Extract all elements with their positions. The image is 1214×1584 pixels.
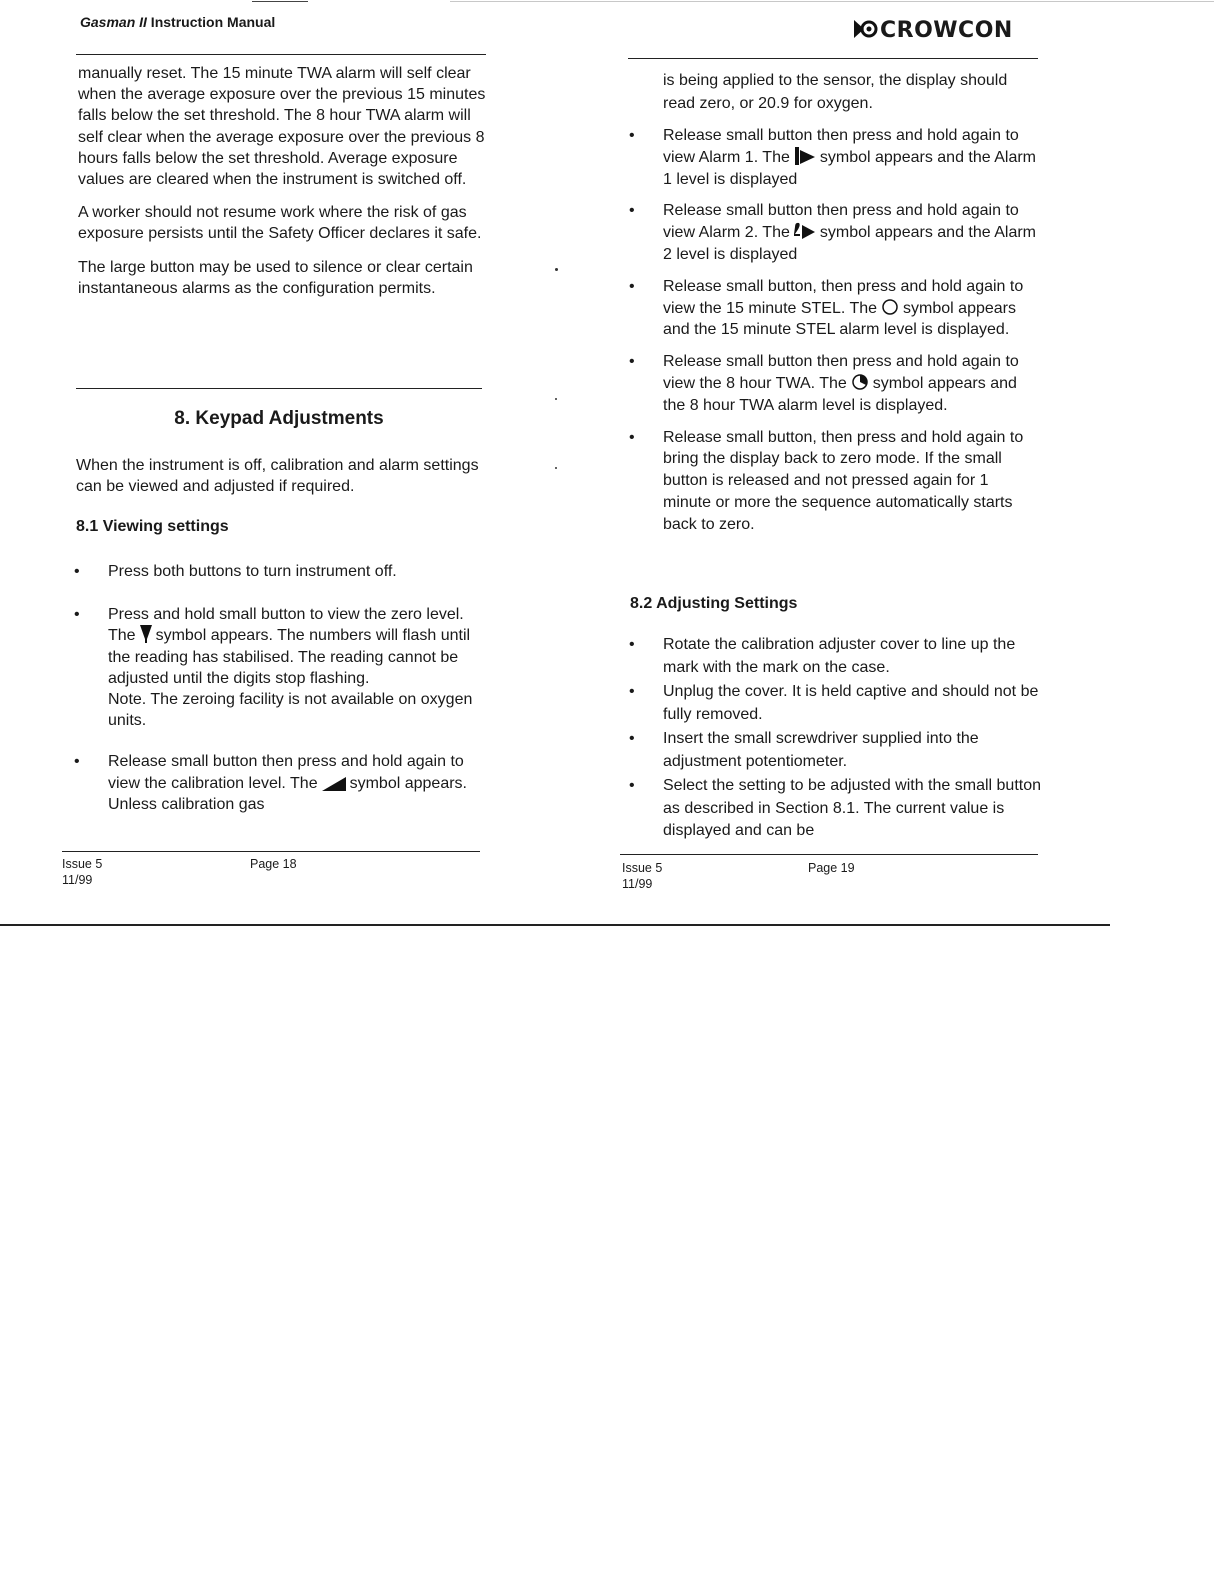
subsection-heading-viewing: 8.1 Viewing settings xyxy=(76,518,229,535)
scan-edge-top xyxy=(450,1,1214,2)
right-bullet-list xyxy=(629,125,1041,546)
footer-rule-right xyxy=(620,854,1038,855)
list-item xyxy=(629,427,1041,536)
footer-page-left: Page 18 xyxy=(250,857,297,871)
list-item xyxy=(629,125,1041,190)
bullet-dot: • xyxy=(629,730,635,747)
paragraph: A worker should not resume work where the risk of gas exposure persists until the Safety Officer declares it safe. xyxy=(78,204,482,243)
calibration-symbol-icon xyxy=(322,777,346,791)
list-item xyxy=(74,604,474,731)
list-item xyxy=(629,634,1041,679)
footer-issue-left xyxy=(62,856,102,888)
list-item xyxy=(629,276,1041,341)
list-item-text: Insert the small screwdriver supplied into the adjustment potentiometer. xyxy=(663,730,979,770)
left-bullet-list xyxy=(74,561,474,827)
sheet-bottom-edge xyxy=(0,924,1110,926)
bullet-dot: • xyxy=(74,753,80,771)
list-item-text: Release small button then press and hold again to view Alarm 2. The xyxy=(663,202,1019,242)
footer-issue-right xyxy=(622,860,662,892)
paragraph: The large button may be used to silence or clear certain instantaneous alarms as the configuration permits. xyxy=(78,258,473,297)
bullet-dot: • xyxy=(629,428,635,446)
footer-date: 11/99 xyxy=(62,873,93,887)
list-item xyxy=(629,775,1041,843)
list-item xyxy=(629,200,1041,265)
list-item-text: Release small button, then press and hold again to view the 15 minute STEL. The xyxy=(663,277,1024,317)
list-item-text: symbol appears and the 8 hour TWA alarm level is displayed. xyxy=(663,374,1017,414)
bullet-dot: • xyxy=(629,353,635,371)
list-item-text: symbol appears. The numbers will flash until the reading has stabilised. The reading cannot be adjusted until the digits stop flashing. xyxy=(108,627,471,687)
right-continuation: is being applied to the sensor, the display should read zero, or 20.9 for oxygen. xyxy=(663,72,1008,112)
bullet-dot: • xyxy=(629,636,635,653)
list-item-text: symbol appears and the 15 minute STEL alarm level is displayed. xyxy=(663,299,1016,339)
list-item-text: symbol appears and the Alarm 1 level is displayed xyxy=(663,148,1036,188)
list-item-text: symbol appears. Unless calibration gas xyxy=(108,774,467,813)
bullet-dot: • xyxy=(629,777,635,794)
list-item-text: Release small button then press and hold again to view the 8 hour TWA. The xyxy=(663,353,1019,392)
list-item-text: symbol appears and the Alarm 2 level is displayed xyxy=(663,224,1036,263)
section-heading: 8. Keypad Adjustments xyxy=(174,408,384,429)
footer-rule-left xyxy=(62,851,480,852)
left-top-text xyxy=(78,63,486,311)
scan-speck xyxy=(555,398,557,400)
brand-logo: CROWCON xyxy=(852,18,1013,43)
section-intro: When the instrument is off, calibration and alarm settings can be viewed and adjusted if required. xyxy=(76,457,479,496)
zero-symbol-icon xyxy=(140,625,152,643)
list-item-text: Release small button, then press and hold again to bring the display back to zero mode. If the small button is released and not pressed again for 1 minute or more the sequence automatically starts back to zero. xyxy=(663,428,1024,533)
footer-page-right: Page 19 xyxy=(808,861,855,875)
crowcon-logo-icon xyxy=(852,18,878,40)
list-item xyxy=(629,728,1041,773)
bullet-dot: • xyxy=(629,683,635,700)
header-rule-right xyxy=(628,58,1038,59)
list-item xyxy=(629,681,1041,726)
list-item-text: Press both buttons to turn instrument off. xyxy=(108,563,397,580)
list-item-text: Release small button then press and hold again to view the calibration level. The xyxy=(108,753,464,792)
footer-issue: Issue 5 xyxy=(62,857,103,871)
list-item xyxy=(629,351,1041,416)
manual-title: Gasman II Instruction Manual xyxy=(80,14,276,30)
section-rule xyxy=(76,388,482,389)
list-item-text: Rotate the calibration adjuster cover to line up the mark with the mark on the case. xyxy=(663,636,1016,676)
footer-date: 11/99 xyxy=(622,877,653,891)
scan-speck xyxy=(555,467,557,469)
list-item xyxy=(74,561,474,582)
scan-edge-top-short xyxy=(252,1,308,2)
list-item-text: Release small button then press and hold again to view Alarm 1. The xyxy=(663,127,1019,166)
twa-symbol-icon xyxy=(851,373,869,391)
header-rule-left xyxy=(76,54,486,55)
alarm1-symbol-icon xyxy=(794,147,816,165)
bullet-dot: • xyxy=(74,563,80,580)
bullet-dot: • xyxy=(629,202,635,220)
note-text: Note. The zeroing facility is not available on oxygen units. xyxy=(108,691,473,730)
bullet-dot: • xyxy=(629,127,635,144)
stel-symbol-icon xyxy=(881,298,899,316)
bullet-dot: • xyxy=(629,277,635,295)
scan-speck xyxy=(555,268,558,271)
list-item xyxy=(74,751,474,815)
subsection-heading-adjusting: 8.2 Adjusting Settings xyxy=(630,595,798,612)
list-item-text: Unplug the cover. It is held captive and should not be fully removed. xyxy=(663,683,1039,723)
bullet-dot: • xyxy=(74,606,80,624)
list-item-text: Press and hold small button to view the zero level. The xyxy=(108,606,464,645)
paragraph: manually reset. The 15 minute TWA alarm will self clear when the average exposure over the previous 15 minutes falls below the set threshold. The 8 hour TWA alarm will self clear when the average exposure over the previous 8 hours falls below the set threshold. Average exposure values are cleared when the instrument is switched off. xyxy=(78,65,486,189)
list-item-text: Select the setting to be adjusted with the small button as described in Section 8.1. The current value is displayed and can be xyxy=(663,777,1042,839)
adjust-bullet-list xyxy=(629,634,1041,845)
alarm2-symbol-icon xyxy=(794,222,816,240)
footer-issue: Issue 5 xyxy=(622,861,663,875)
